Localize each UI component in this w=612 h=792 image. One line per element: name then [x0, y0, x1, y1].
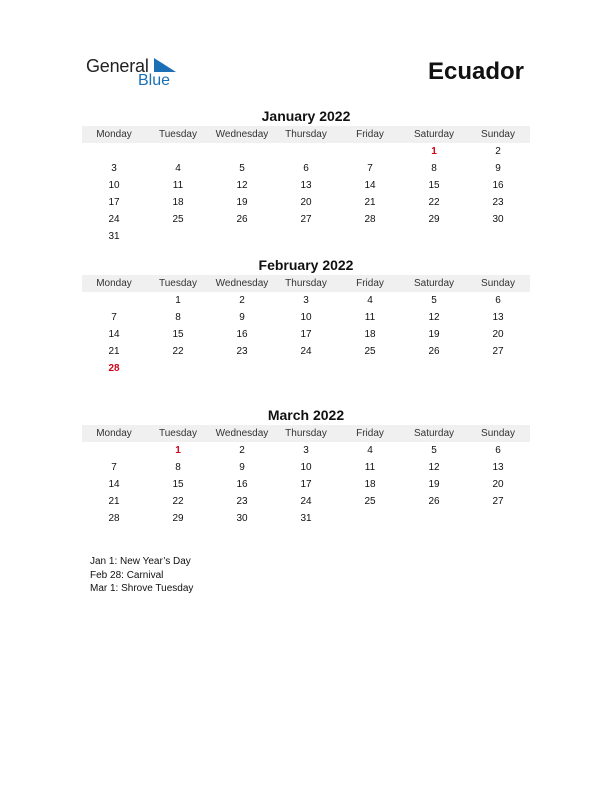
day-cell: 4 — [367, 295, 373, 306]
day-cell: 25 — [364, 346, 376, 357]
day-cell: 4 — [367, 445, 373, 456]
day-cell: 29 — [172, 513, 184, 524]
day-cell: 11 — [364, 462, 376, 473]
day-cell: 8 — [431, 163, 437, 174]
day-cell: 22 — [172, 496, 184, 507]
day-cell: 7 — [367, 163, 373, 174]
month-february — [82, 256, 530, 377]
day-cell: 2 — [495, 146, 501, 157]
day-cell: 6 — [303, 163, 309, 174]
day-grid — [82, 292, 530, 377]
country-title: Ecuador — [427, 58, 524, 85]
day-cell: 21 — [108, 496, 120, 507]
month-title: February 2022 — [258, 257, 354, 273]
weekday-header — [82, 126, 530, 143]
day-cell: 23 — [236, 346, 248, 357]
weekday-label: Wednesday — [215, 129, 269, 140]
month-title: March 2022 — [267, 407, 345, 423]
day-cell: 20 — [492, 329, 504, 340]
weekday-label: Wednesday — [215, 428, 269, 439]
logo-triangle-icon — [154, 58, 176, 72]
day-cell: 18 — [364, 329, 376, 340]
day-cell: 13 — [492, 312, 504, 323]
day-cell: 28 — [108, 513, 120, 524]
weekday-label: Monday — [96, 129, 132, 140]
day-cell: 26 — [236, 214, 248, 225]
day-grid — [82, 143, 530, 245]
month-title: January 2022 — [261, 108, 351, 124]
empty-cell — [210, 143, 274, 160]
brand-logo — [86, 56, 186, 92]
day-cell: 11 — [364, 312, 376, 323]
weekday-label: Wednesday — [215, 278, 269, 289]
day-cell: 3 — [111, 163, 117, 174]
weekday-label: Monday — [96, 278, 132, 289]
day-cell: 28 — [364, 214, 376, 225]
weekday-label: Saturday — [413, 129, 455, 140]
day-cell: 17 — [300, 329, 312, 340]
day-cell: 27 — [492, 496, 504, 507]
holiday-note: Mar 1: Shrove Tuesday — [90, 583, 194, 594]
weekday-label: Saturday — [413, 278, 455, 289]
day-cell: 23 — [492, 197, 504, 208]
day-cell: 8 — [175, 462, 181, 473]
weekday-label: Thursday — [285, 428, 327, 439]
day-cell: 18 — [364, 479, 376, 490]
empty-cell — [82, 143, 146, 160]
weekday-header — [82, 425, 530, 442]
holiday-notes — [90, 555, 193, 596]
month-march — [82, 406, 530, 527]
day-cell: 13 — [300, 180, 312, 191]
day-cell: 17 — [108, 197, 120, 208]
weekday-label: Friday — [356, 278, 384, 289]
day-cell: 24 — [300, 346, 312, 357]
day-cell: 9 — [239, 312, 245, 323]
day-cell: 13 — [492, 462, 504, 473]
day-cell: 6 — [495, 295, 501, 306]
logo-text-blue: Blue — [138, 72, 171, 89]
empty-cell — [338, 143, 402, 160]
weekday-label: Tuesday — [159, 129, 197, 140]
day-cell: 15 — [428, 180, 440, 191]
weekday-label: Tuesday — [159, 428, 197, 439]
day-cell: 31 — [300, 513, 312, 524]
empty-cell — [274, 143, 338, 160]
day-cell-holiday: 1 — [431, 146, 437, 157]
weekday-label: Tuesday — [159, 278, 197, 289]
day-cell: 12 — [236, 180, 248, 191]
day-cell: 8 — [175, 312, 181, 323]
day-cell: 2 — [239, 295, 245, 306]
day-cell: 11 — [172, 180, 184, 191]
day-cell: 7 — [111, 312, 117, 323]
day-cell: 5 — [431, 295, 437, 306]
month-january — [82, 107, 530, 245]
day-cell: 14 — [108, 479, 120, 490]
day-cell: 3 — [303, 445, 309, 456]
day-cell: 10 — [108, 180, 120, 191]
day-cell: 23 — [236, 496, 248, 507]
day-cell: 12 — [428, 312, 440, 323]
weekday-label: Sunday — [481, 428, 515, 439]
weekday-label: Thursday — [285, 129, 327, 140]
weekday-label: Sunday — [481, 129, 515, 140]
empty-cell — [82, 442, 146, 459]
weekday-label: Friday — [356, 129, 384, 140]
weekday-label: Friday — [356, 428, 384, 439]
day-cell: 21 — [364, 197, 376, 208]
day-cell: 26 — [428, 496, 440, 507]
day-cell: 29 — [428, 214, 440, 225]
day-cell-holiday: 28 — [108, 363, 120, 374]
holiday-note: Jan 1: New Year’s Day — [90, 556, 191, 567]
day-cell: 21 — [108, 346, 120, 357]
day-cell: 14 — [364, 180, 376, 191]
day-cell: 16 — [492, 180, 504, 191]
day-cell: 1 — [175, 295, 181, 306]
day-cell: 30 — [492, 214, 504, 225]
empty-cell — [146, 143, 210, 160]
weekday-label: Saturday — [413, 428, 455, 439]
day-cell: 4 — [175, 163, 181, 174]
day-cell: 7 — [111, 462, 117, 473]
day-cell: 15 — [172, 479, 184, 490]
logo-text-general: General — [86, 56, 149, 76]
day-cell: 10 — [300, 462, 312, 473]
day-cell: 5 — [431, 445, 437, 456]
day-cell: 9 — [239, 462, 245, 473]
day-grid — [82, 442, 530, 527]
day-cell: 24 — [300, 496, 312, 507]
day-cell: 18 — [172, 197, 184, 208]
day-cell: 9 — [495, 163, 501, 174]
day-cell: 30 — [236, 513, 248, 524]
day-cell: 16 — [236, 479, 248, 490]
day-cell: 3 — [303, 295, 309, 306]
day-cell: 20 — [300, 197, 312, 208]
holiday-note: Feb 28: Carnival — [90, 569, 164, 581]
day-cell: 25 — [172, 214, 184, 225]
day-cell: 2 — [239, 445, 245, 456]
day-cell: 22 — [172, 346, 184, 357]
day-cell: 20 — [492, 479, 504, 490]
weekday-label: Sunday — [481, 278, 515, 289]
day-cell: 14 — [108, 329, 120, 340]
day-cell: 15 — [172, 329, 184, 340]
weekday-header — [82, 275, 530, 292]
day-cell: 27 — [300, 214, 312, 225]
day-cell: 6 — [495, 445, 501, 456]
day-cell: 5 — [239, 163, 245, 174]
day-cell: 27 — [492, 346, 504, 357]
empty-cell — [82, 292, 146, 309]
day-cell: 16 — [236, 329, 248, 340]
day-cell: 19 — [428, 329, 440, 340]
day-cell: 10 — [300, 312, 312, 323]
day-cell: 19 — [236, 197, 248, 208]
day-cell: 25 — [364, 496, 376, 507]
day-cell: 22 — [428, 197, 440, 208]
day-cell: 31 — [108, 231, 120, 242]
day-cell: 19 — [428, 479, 440, 490]
weekday-label: Monday — [96, 428, 132, 439]
weekday-label: Thursday — [285, 278, 327, 289]
day-cell: 26 — [428, 346, 440, 357]
day-cell: 12 — [428, 462, 440, 473]
day-cell-holiday: 1 — [175, 445, 181, 456]
day-cell: 17 — [300, 479, 312, 490]
day-cell: 24 — [108, 214, 120, 225]
